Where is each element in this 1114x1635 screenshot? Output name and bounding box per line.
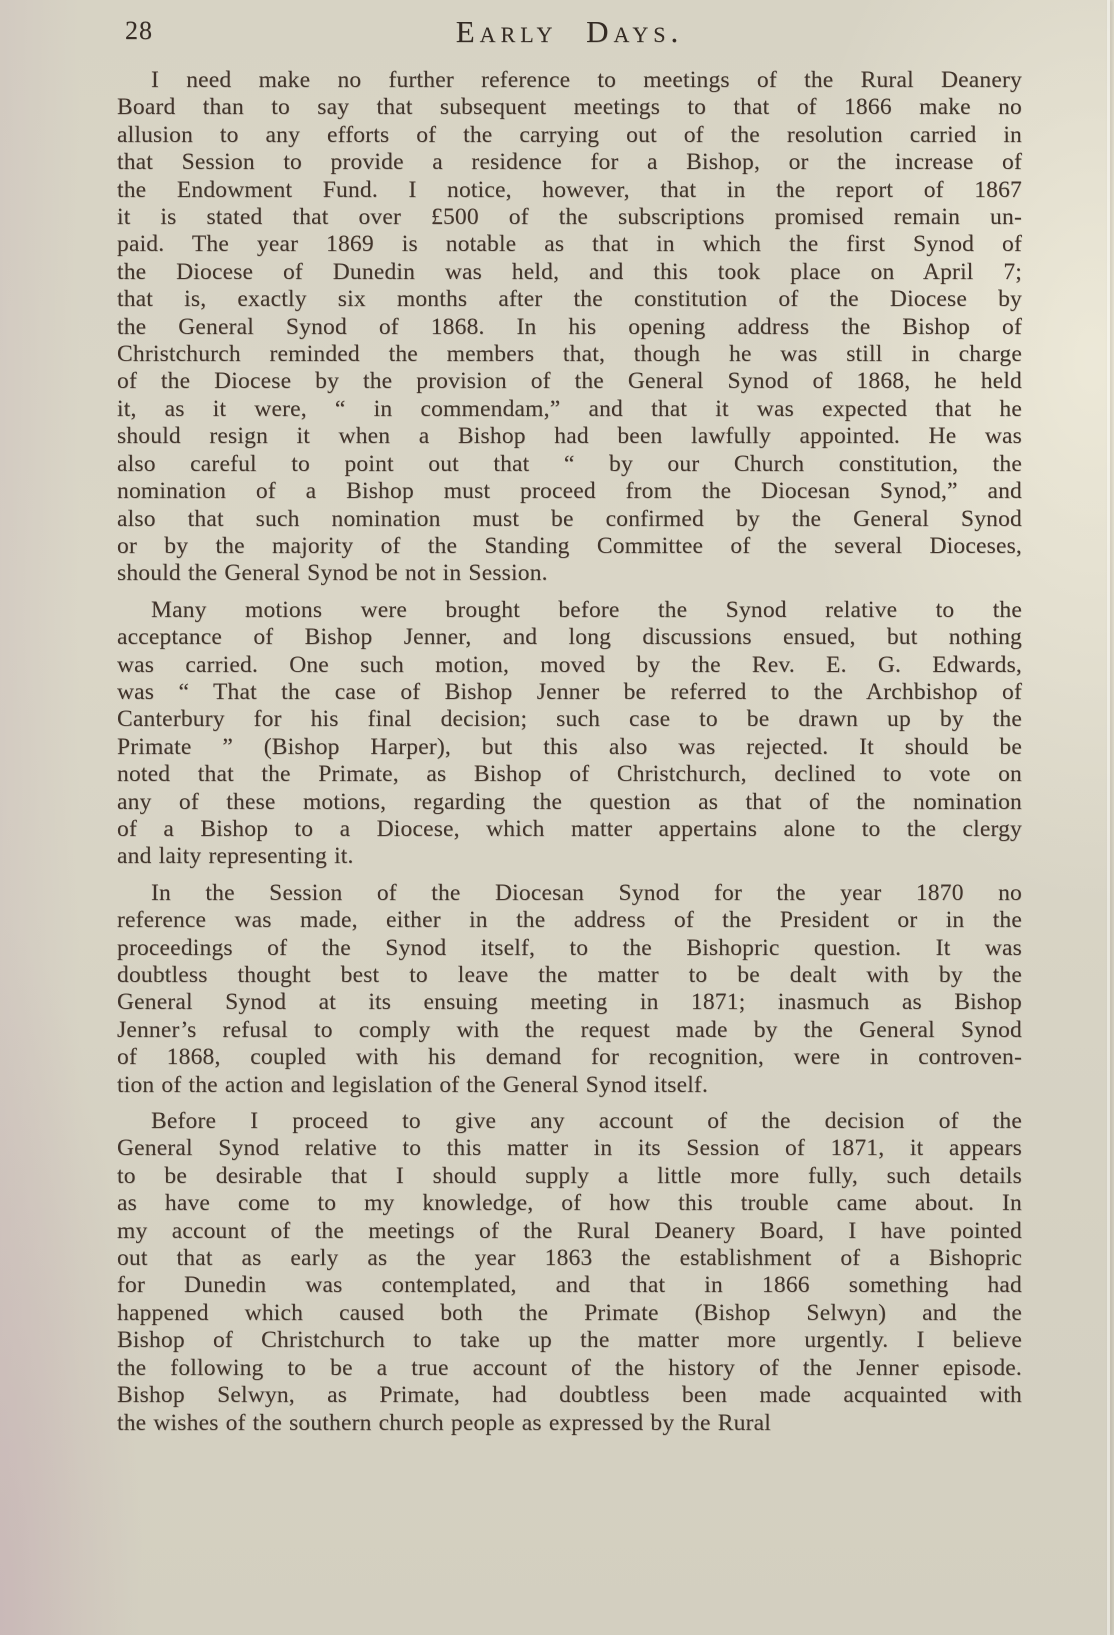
text-line: Jenner’s refusal to comply with the request made by the General Synod [117,1016,1022,1043]
text-line: doubtless thought best to leave the matter to be dealt with by the [117,962,1022,988]
text-line: the Endowment Fund. I notice, however, that in the report of 1867 [117,176,1022,203]
text-line: also that such nomination must be confirmed by the General Synod [117,505,1022,532]
text-line: happened which caused both the Primate (Bishop Selwyn) and the [117,1299,1022,1326]
text-line: for Dunedin was contemplated, and that in 1866 something had [117,1272,1022,1299]
paragraph [117,67,1022,588]
text-line: my account of the meetings of the Rural Deanery Board, I have pointed [117,1217,1022,1244]
text-line: General Synod at its ensuing meeting in 1871; inasmuch as Bishop [117,989,1022,1016]
text-line: out that as early as the year 1863 the establishment of a Bishopric [117,1245,1022,1272]
text-line: should resign it when a Bishop had been lawfully appointed. He was [117,423,1022,450]
text-line: tion of the action and legislation of the General Synod itself. [117,1071,709,1098]
text-line: Board than to say that subsequent meetings to that of 1866 make no [117,94,1022,121]
text-line: that Session to provide a residence for a Bishop, or the increase of [117,149,1022,176]
text-line: of the Diocese by the provision of the General Synod of 1868, he held [117,368,1022,395]
text-line: nomination of a Bishop must proceed from the Diocesan Synod,” and [117,478,1022,505]
text-line: as have come to my knowledge, of how this trouble came about. In [117,1190,1022,1217]
text-line: the General Synod of 1868. In his opening address the Bishop of [117,313,1022,340]
text-line: the wishes of the southern church people as expressed by the Rural [117,1409,771,1436]
text-line: to be desirable that I should supply a little more fully, such details [117,1162,1022,1189]
text-line: it is stated that over £500 of the subscriptions promised remain un- [117,204,1022,231]
running-title: Early Days. [455,14,684,49]
paragraph [117,880,1022,1099]
text-line: that is, exactly six months after the constitution of the Diocese by [117,286,1022,313]
text-line: of 1868, coupled with his demand for recognition, were in controven- [117,1044,1022,1071]
text-line: Bishop of Christchurch to take up the matter more urgently. I believe [117,1327,1022,1354]
text-line: proceedings of the Synod itself, to the Bishopric question. It was [117,934,1022,961]
paragraph [117,1108,1022,1437]
text-line: should the General Synod be not in Session. [117,560,548,587]
text-block [117,67,1022,1437]
page-number: 28 [125,16,153,45]
text-line: noted that the Primate, as Bishop of Christchurch, declined to vote on [117,761,1022,788]
text-line: also careful to point out that “ by our Church constitution, the [117,450,1022,477]
text-line: Before I proceed to give any account of the decision of the [151,1108,1022,1135]
text-line: was “ That the case of Bishop Jenner be referred to the Archbishop of [117,678,1022,705]
text-line: reference was made, either in the address of the President or in the [117,907,1022,934]
text-line: I need make no further reference to meetings of the Rural Deanery [151,67,1022,93]
text-line: and laity representing it. [117,843,354,870]
paragraph [117,597,1022,871]
text-line: Many motions were brought before the Synod relative to the [151,596,1022,623]
text-line: it, as it were, “ in commendam,” and that it was expected that he [117,395,1022,422]
text-line: or by the majority of the Standing Committee of the several Dioceses, [117,532,1022,559]
text-line: was carried. One such motion, moved by the Rev. E. G. Edwards, [117,651,1022,678]
page-edge [1107,0,1110,1635]
text-line: General Synod relative to this matter in its Session of 1871, it appears [117,1135,1022,1162]
text-line: of a Bishop to a Diocese, which matter appertains alone to the clergy [117,815,1022,842]
text-line: any of these motions, regarding the question as that of the nomination [117,788,1022,815]
text-line: Christchurch reminded the members that, though he was still in charge [117,341,1022,368]
text-line: In the Session of the Diocesan Synod for the year 1870 no [151,879,1022,906]
text-line: the following to be a true account of the history of the Jenner episode. [117,1354,1022,1381]
text-line: the Diocese of Dunedin was held, and this took place on April 7; [117,258,1022,285]
text-line: Canterbury for his final decision; such case to be drawn up by the [117,706,1022,733]
text-line: Bishop Selwyn, as Primate, had doubtless been made acquainted with [117,1382,1022,1409]
text-line: allusion to any efforts of the carrying out of the resolution carried in [117,121,1022,148]
text-line: paid. The year 1869 is notable as that in which the first Synod of [117,231,1022,258]
page-header [117,14,1022,52]
text-line: Primate ” (Bishop Harper), but this also was rejected. It should be [117,733,1022,760]
text-line: acceptance of Bishop Jenner, and long discussions ensued, but nothing [117,624,1022,651]
